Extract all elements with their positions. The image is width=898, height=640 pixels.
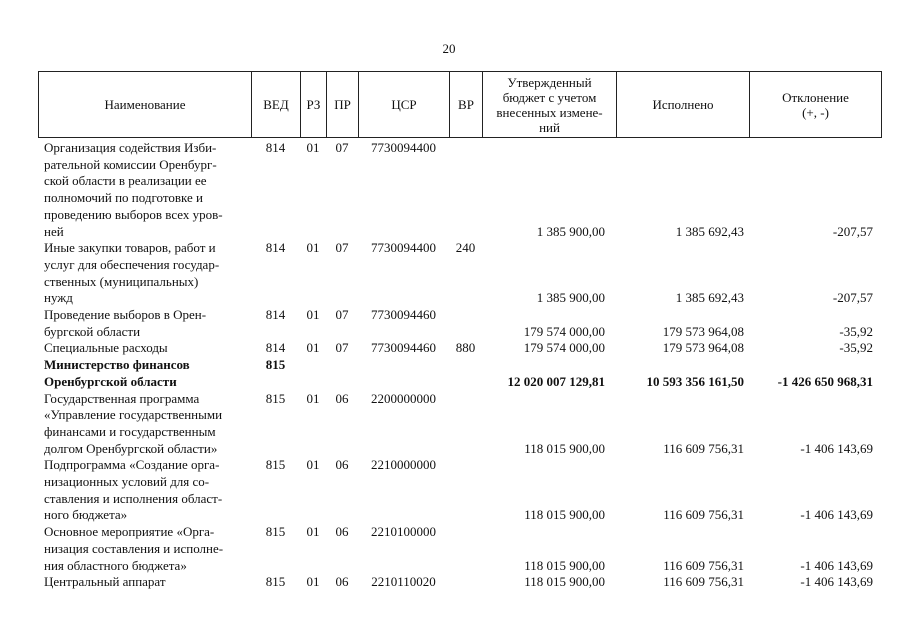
row-vr: 880 <box>455 340 476 356</box>
row-name-line: ния областного бюджета» <box>44 557 187 573</box>
table-row <box>38 140 881 240</box>
row-name <box>38 574 251 591</box>
row-csr: 7730094400 <box>371 240 436 256</box>
row-executed: 116 609 756,31 <box>663 507 744 523</box>
row-executed: 10 593 356 161,50 <box>646 373 744 389</box>
row-name-line: Иные закупки товаров, работ и <box>44 240 216 256</box>
row-name-line: долгом Оренбургской области» <box>44 440 218 456</box>
row-name-line: низационных условий для со- <box>44 474 210 490</box>
row-deviation: -207,57 <box>832 290 873 306</box>
row-rz: 01 <box>306 240 320 256</box>
row-ved: 815 <box>265 390 286 406</box>
header-csr: ЦСР <box>359 72 450 138</box>
row-deviation: -1 406 143,69 <box>800 440 873 456</box>
row-name-line: ской области в реализации ее <box>44 173 207 189</box>
row-executed: 116 609 756,31 <box>663 574 744 590</box>
row-budget: 118 015 900,00 <box>524 507 605 523</box>
row-budget: 118 015 900,00 <box>524 440 605 456</box>
row-rz: 01 <box>306 457 320 473</box>
row-ved: 815 <box>265 357 286 373</box>
header-deviation-line: (+, -) <box>802 104 829 120</box>
row-rz: 01 <box>306 340 320 356</box>
row-name-line: ственных (муниципальных) <box>44 273 199 289</box>
header-budget-line: внесенных измене- <box>496 104 603 120</box>
row-deviation: -1 406 143,69 <box>800 507 873 523</box>
table-row <box>38 357 881 390</box>
table-row <box>38 307 881 340</box>
row-csr: 2210100000 <box>371 524 436 540</box>
table-header <box>38 71 882 138</box>
row-rz: 01 <box>306 307 320 323</box>
header-vr: ВР <box>450 72 483 138</box>
table-row <box>38 240 881 307</box>
row-rz: 01 <box>306 524 320 540</box>
row-deviation: -207,57 <box>832 223 873 239</box>
row-pr: 06 <box>335 457 349 473</box>
row-pr: 06 <box>335 524 349 540</box>
row-budget: 1 385 900,00 <box>536 290 605 306</box>
row-name <box>38 240 251 307</box>
table-row <box>38 340 881 357</box>
row-executed: 1 385 692,43 <box>675 223 744 239</box>
header-name: Наименование <box>39 72 252 138</box>
row-name-line: Проведение выборов в Орен- <box>44 307 207 323</box>
row-pr: 06 <box>335 390 349 406</box>
row-deviation: -1 406 143,69 <box>800 574 873 590</box>
row-name-line: полномочий по подготовке и <box>44 190 203 206</box>
row-executed: 179 573 964,08 <box>662 340 744 356</box>
header-rz: РЗ <box>301 72 327 138</box>
row-name-line: финансами и государственным <box>44 423 216 439</box>
header-deviation <box>750 72 882 138</box>
row-name-line: Основное мероприятие «Орга- <box>44 524 215 540</box>
table-body <box>38 140 881 591</box>
row-name-line: низация составления и исполне- <box>44 540 224 556</box>
row-deviation: -1 406 143,69 <box>800 557 873 573</box>
row-name-line: проведению выборов всех уров- <box>44 206 223 222</box>
header-budget-line: ний <box>539 119 560 135</box>
row-name-line: ставления и исполнения област- <box>44 490 223 506</box>
row-name <box>38 140 251 240</box>
row-csr: 2210000000 <box>371 457 436 473</box>
row-name-line: ного бюджета» <box>44 507 128 523</box>
header-ved: ВЕД <box>252 72 301 138</box>
row-rz: 01 <box>306 390 320 406</box>
row-name <box>38 357 251 390</box>
row-csr: 2200000000 <box>371 390 436 406</box>
row-deviation: -35,92 <box>839 340 873 356</box>
row-vr: 240 <box>455 240 476 256</box>
row-name-line: услуг для обеспечения государ- <box>44 256 220 272</box>
row-name <box>38 524 251 574</box>
row-name <box>38 307 251 340</box>
row-executed: 1 385 692,43 <box>675 290 744 306</box>
row-budget: 179 574 000,00 <box>523 340 605 356</box>
table-row <box>38 457 881 524</box>
row-csr: 2210110020 <box>371 574 436 590</box>
row-budget: 179 574 000,00 <box>523 323 605 339</box>
row-ved: 815 <box>265 524 286 540</box>
row-name-line: Центральный аппарат <box>44 574 166 590</box>
row-budget: 1 385 900,00 <box>536 223 605 239</box>
row-name-line: рательной комиссии Оренбург- <box>44 156 217 172</box>
row-name-line: Специальные расходы <box>44 340 168 356</box>
header-deviation-line: Отклонение <box>782 89 849 105</box>
row-deviation: -1 426 650 968,31 <box>777 373 873 389</box>
header-budget <box>483 72 617 138</box>
row-name-line: ней <box>44 223 64 239</box>
row-csr: 7730094400 <box>371 140 436 155</box>
header-budget-line: бюджет с учетом <box>502 89 597 105</box>
row-deviation: -35,92 <box>839 323 873 339</box>
header-budget-line: Утвержденный <box>507 74 592 90</box>
row-budget: 118 015 900,00 <box>524 574 605 590</box>
row-pr: 07 <box>335 140 349 155</box>
row-executed: 179 573 964,08 <box>662 323 744 339</box>
row-budget: 118 015 900,00 <box>524 557 605 573</box>
row-name-line: бургской области <box>44 323 141 339</box>
row-name <box>38 391 251 458</box>
row-pr: 06 <box>335 574 349 590</box>
row-executed: 116 609 756,31 <box>663 557 744 573</box>
row-ved: 814 <box>265 340 286 356</box>
table-row <box>38 524 881 574</box>
row-ved: 814 <box>265 240 286 256</box>
header-executed: Исполнено <box>617 72 750 138</box>
row-ved: 814 <box>265 140 286 155</box>
row-executed: 116 609 756,31 <box>663 440 744 456</box>
row-ved: 815 <box>265 574 286 590</box>
row-name-line: Организация содействия Изби- <box>44 140 217 155</box>
row-csr: 7730094460 <box>371 340 436 356</box>
row-name-line: нужд <box>44 290 73 306</box>
row-pr: 07 <box>335 340 349 356</box>
row-rz: 01 <box>306 574 320 590</box>
page-number: 20 <box>442 41 456 56</box>
table-row <box>38 391 881 458</box>
header-pr: ПР <box>327 72 359 138</box>
row-ved: 815 <box>265 457 286 473</box>
table-row <box>38 574 881 591</box>
row-name-line: Оренбургской области <box>44 373 177 389</box>
row-ved: 814 <box>265 307 286 323</box>
row-csr: 7730094460 <box>371 307 436 323</box>
row-rz: 01 <box>306 140 320 155</box>
row-budget: 12 020 007 129,81 <box>507 373 605 389</box>
row-name-line: «Управление государственными <box>44 407 223 423</box>
row-name-line: Министерство финансов <box>44 357 190 373</box>
row-name <box>38 340 251 357</box>
row-pr: 07 <box>335 307 349 323</box>
row-name <box>38 457 251 524</box>
row-name-line: Подпрограмма «Создание орга- <box>44 457 220 473</box>
row-pr: 07 <box>335 240 349 256</box>
row-name-line: Государственная программа <box>44 390 200 406</box>
